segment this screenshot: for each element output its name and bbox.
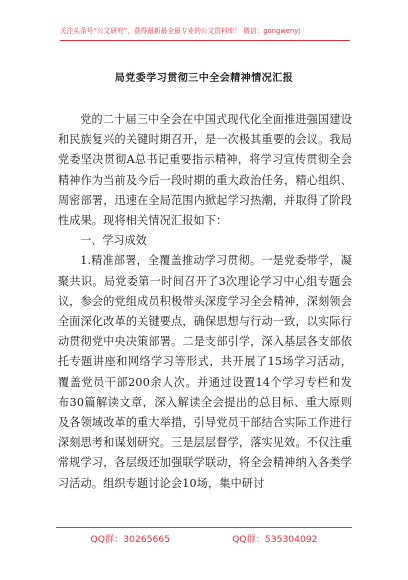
section-heading: 一、学习成效 bbox=[80, 234, 147, 248]
intro-paragraph: 党的二十届三中全会在中国式现代化全面推进强国建设和民族复兴的关键时期召开，是一次极其重要的会议。我局党委坚决贯彻A总书记重要指示精神，将学习宣传贯彻全会精神作为当前及今后一段时期的重大政治任务，精心组织、周密部署，迅速在全局范围内掀起学习热潮，并取得了阶段性成果。现将相关情况汇报如下： bbox=[58, 113, 352, 228]
header-banner: 关注头条号“公文研究”，获得最新最全最专业的公文资料库！ 微信：gongwenyj bbox=[60, 27, 301, 35]
document-body bbox=[58, 110, 352, 494]
footer-qq-left: QQ群：30265665 bbox=[90, 534, 171, 545]
document-title: 局党委学习贯彻三中全会精神情况汇报 bbox=[114, 73, 294, 84]
body-paragraph: 1.精准部署，全覆盖推动学习贯彻。一是党委带学，凝聚共识。局党委第一时间召开了3次理论学习中心组专题会议，参会的党组成员积极带头深度学习全会精神，深刻领会全面深化改革的关键要点，确保思想与行动一致，以实际行动贯彻党中央决策部署。二是支部引学，深入基层各支部依托专题讲座和网络学习等形式，共开展了15场学习活动，覆盖党员干部200余人次。并通过设置14个学习专栏和发布30篇解读文章，深入解读全会提出的总目标、重大原则及各领域改革的重大举措，引导党员干部结合实际工作进行深刻思考和谋划研究。三是层层督学，落实见效。不仅注重常规学习，各层级还加强联学联动，将全会精神纳入各类学习活动。组织专题讨论会10场，集中研讨 bbox=[58, 254, 352, 490]
footer bbox=[0, 531, 408, 545]
footer-divider bbox=[56, 527, 352, 528]
header-divider bbox=[60, 40, 350, 41]
footer-qq-right: QQ群：535304092 bbox=[232, 534, 318, 545]
